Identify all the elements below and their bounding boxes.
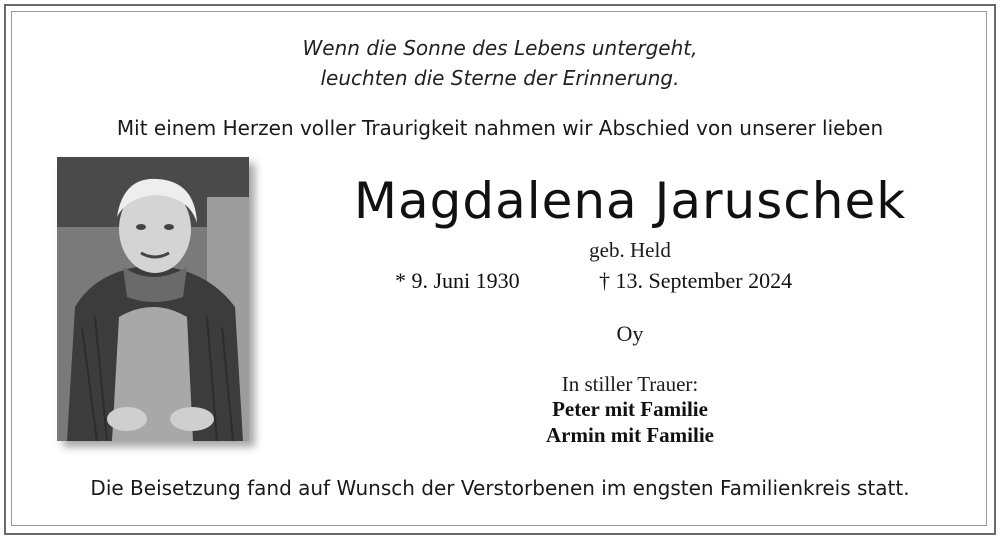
motto-line-2: leuchten die Sterne der Erinnerung. <box>320 66 680 90</box>
death-date: † 13. September 2024 <box>599 268 793 293</box>
birth-date: * 9. Juni 1930 <box>395 268 520 293</box>
intro-text: Mit einem Herzen voller Traurigkeit nahmen wir Abschied von unserer lieben <box>116 116 884 140</box>
footer-text: Die Beisetzung fand auf Wunsch der Verstorbenen im engsten Familienkreis statt. <box>90 476 910 500</box>
deceased-name: Magdalena Jaruschek <box>353 172 907 230</box>
maiden-name: geb. Held <box>589 238 671 262</box>
mourners-heading: In stiller Trauer: <box>561 372 699 396</box>
motto-line-1: Wenn die Sonne des Lebens untergeht, <box>302 36 698 60</box>
place: Oy <box>616 321 644 346</box>
mourner-name: Peter mit Familie <box>552 397 708 421</box>
mourner-name: Armin mit Familie <box>546 423 714 447</box>
portrait-photo <box>57 157 249 441</box>
